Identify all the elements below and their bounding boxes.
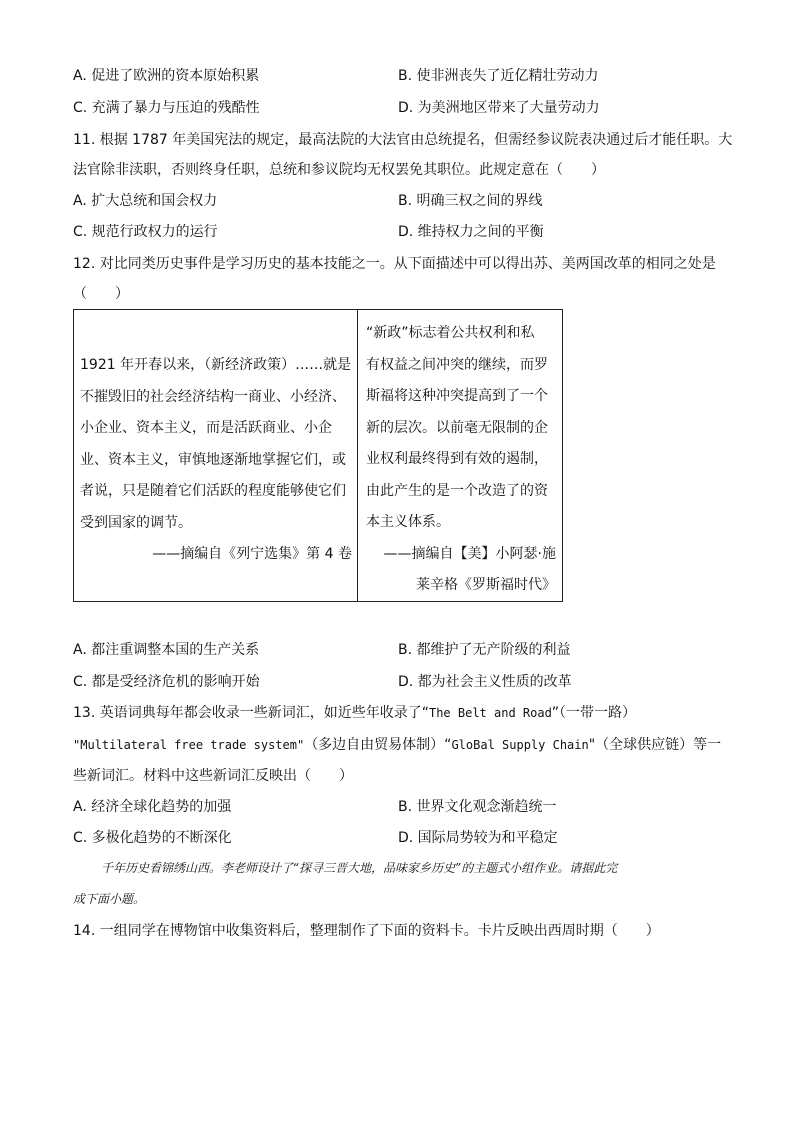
material-line: 斯福将这种冲突提高到了一个 xyxy=(366,388,548,404)
material-line: 本主义体系。 xyxy=(366,514,450,530)
q10-option-d: D. 为美洲地区带来了大量劳动力 xyxy=(398,100,600,116)
material-line: 业、资本主义，审慎地逐渐地掌握它们，或 xyxy=(80,451,346,468)
q12-material-right xyxy=(366,318,556,602)
material-line: 受到国家的调节。 xyxy=(80,514,192,531)
material-line: 小企业、资本主义，而是活跃商业、小企 xyxy=(80,420,332,436)
q13-option-b: B. 世界文化观念渐趋统一 xyxy=(398,799,557,815)
q14-stem-line1: 14. 一组同学在博物馆中收集资料后，整理制作了下面的资料卡。卡片反映出西周时期（ ） xyxy=(73,923,660,939)
material-line: 由此产生的是一个改造了的资 xyxy=(366,482,548,499)
q11-stem-line2: 法官除非渎职，否则终身任职，总统和参议院均无权罢免其职位。此规定意在（ ） xyxy=(73,162,605,178)
material-line: 有权益之间冲突的继续，而罗 xyxy=(366,356,548,373)
q12-option-a: A. 都注重调整本国的生产关系 xyxy=(73,642,260,658)
q12-stem-line2: （ ） xyxy=(73,286,129,302)
q12-material-left xyxy=(80,350,352,571)
material-source: ——摘编自【美】小阿瑟·施 xyxy=(383,545,556,562)
q12-option-b: B. 都维护了无产阶级的利益 xyxy=(398,642,571,658)
q11-option-b: B. 明确三权之间的界线 xyxy=(398,193,543,209)
material-line: 1921 年开春以来，（新经济政策）……就是 xyxy=(80,357,352,373)
q11-option-c: C. 规范行政权力的运行 xyxy=(73,224,218,240)
material-line: 者说，只是随着它们活跃的程度能够使它们 xyxy=(80,483,346,499)
material-line: “新政”标志着公共权利和私 xyxy=(366,325,535,341)
q13-option-a: A. 经济全球化趋势的加强 xyxy=(73,799,232,815)
q13-english-term: "Multilateral free trade system" xyxy=(73,738,305,752)
q11-stem-line1: 11. 根据 1787 年美国宪法的规定，最高法院的大法官由总统提名，但需经参议院表决通过后才能任职。大 xyxy=(73,132,733,148)
q13-english-term: GloBal Supply Chain xyxy=(451,738,589,752)
q12-option-c: C. 都是受经济危机的影响开始 xyxy=(73,674,260,690)
material-source: ——摘编自《列宁选集》第 4 卷 xyxy=(152,546,352,562)
q13-english-term: The Belt and Road xyxy=(428,706,552,720)
q13-text: （多边自由贸易体制）“ xyxy=(304,737,452,753)
intro-line: 成下面小题。 xyxy=(73,892,146,906)
material-line: 不摧毁旧的社会经济结构一商业、小经济、 xyxy=(80,388,346,405)
q11-option-d: D. 维持权力之间的平衡 xyxy=(398,224,544,240)
material-line: 新的层次。以前毫无限制的企 xyxy=(366,419,548,436)
q13-text: 13. 英语词典每年都会收录一些新词汇，如近些年收录了“ xyxy=(73,705,429,721)
q13-text: ”（一带一路） xyxy=(551,705,637,721)
table-divider xyxy=(357,310,358,601)
q12-option-d: D. 都为社会主义性质的改革 xyxy=(398,674,572,690)
q13-text: "（全球供应链）等一 xyxy=(588,737,722,753)
q12-stem-line1: 12. 对比同类历史事件是学习历史的基本技能之一。从下面描述中可以得出苏、美两国改革的相同之处是 xyxy=(73,256,716,272)
material-source: 莱辛格《罗斯福时代》 xyxy=(416,577,556,593)
q13-option-c: C. 多极化趋势的不断深化 xyxy=(73,830,232,846)
q10-option-c: C. 充满了暴力与压迫的残酷性 xyxy=(73,100,260,116)
q13-stem-line1 xyxy=(73,703,636,723)
q11-option-a: A. 扩大总统和国会权力 xyxy=(73,193,218,209)
q12-material-table xyxy=(73,309,563,602)
section-intro xyxy=(73,853,722,915)
q13-option-d: D. 国际局势较为和平稳定 xyxy=(398,830,558,846)
q13-stem-line3: 些新词汇。材料中这些新词汇反映出（ ） xyxy=(73,768,353,784)
q13-stem-line2 xyxy=(73,735,721,755)
material-line: 业权利最终得到有效的遏制， xyxy=(366,451,548,467)
intro-line: 千年历史看锦绣山西。李老师设计了“探寻三晋大地，品味家乡历史”的主题式小组作业。请据此完 xyxy=(101,861,618,875)
q10-option-b: B. 使非洲丧失了近亿精壮劳动力 xyxy=(398,68,599,84)
q10-option-a: A. 促进了欧洲的资本原始积累 xyxy=(73,68,260,84)
